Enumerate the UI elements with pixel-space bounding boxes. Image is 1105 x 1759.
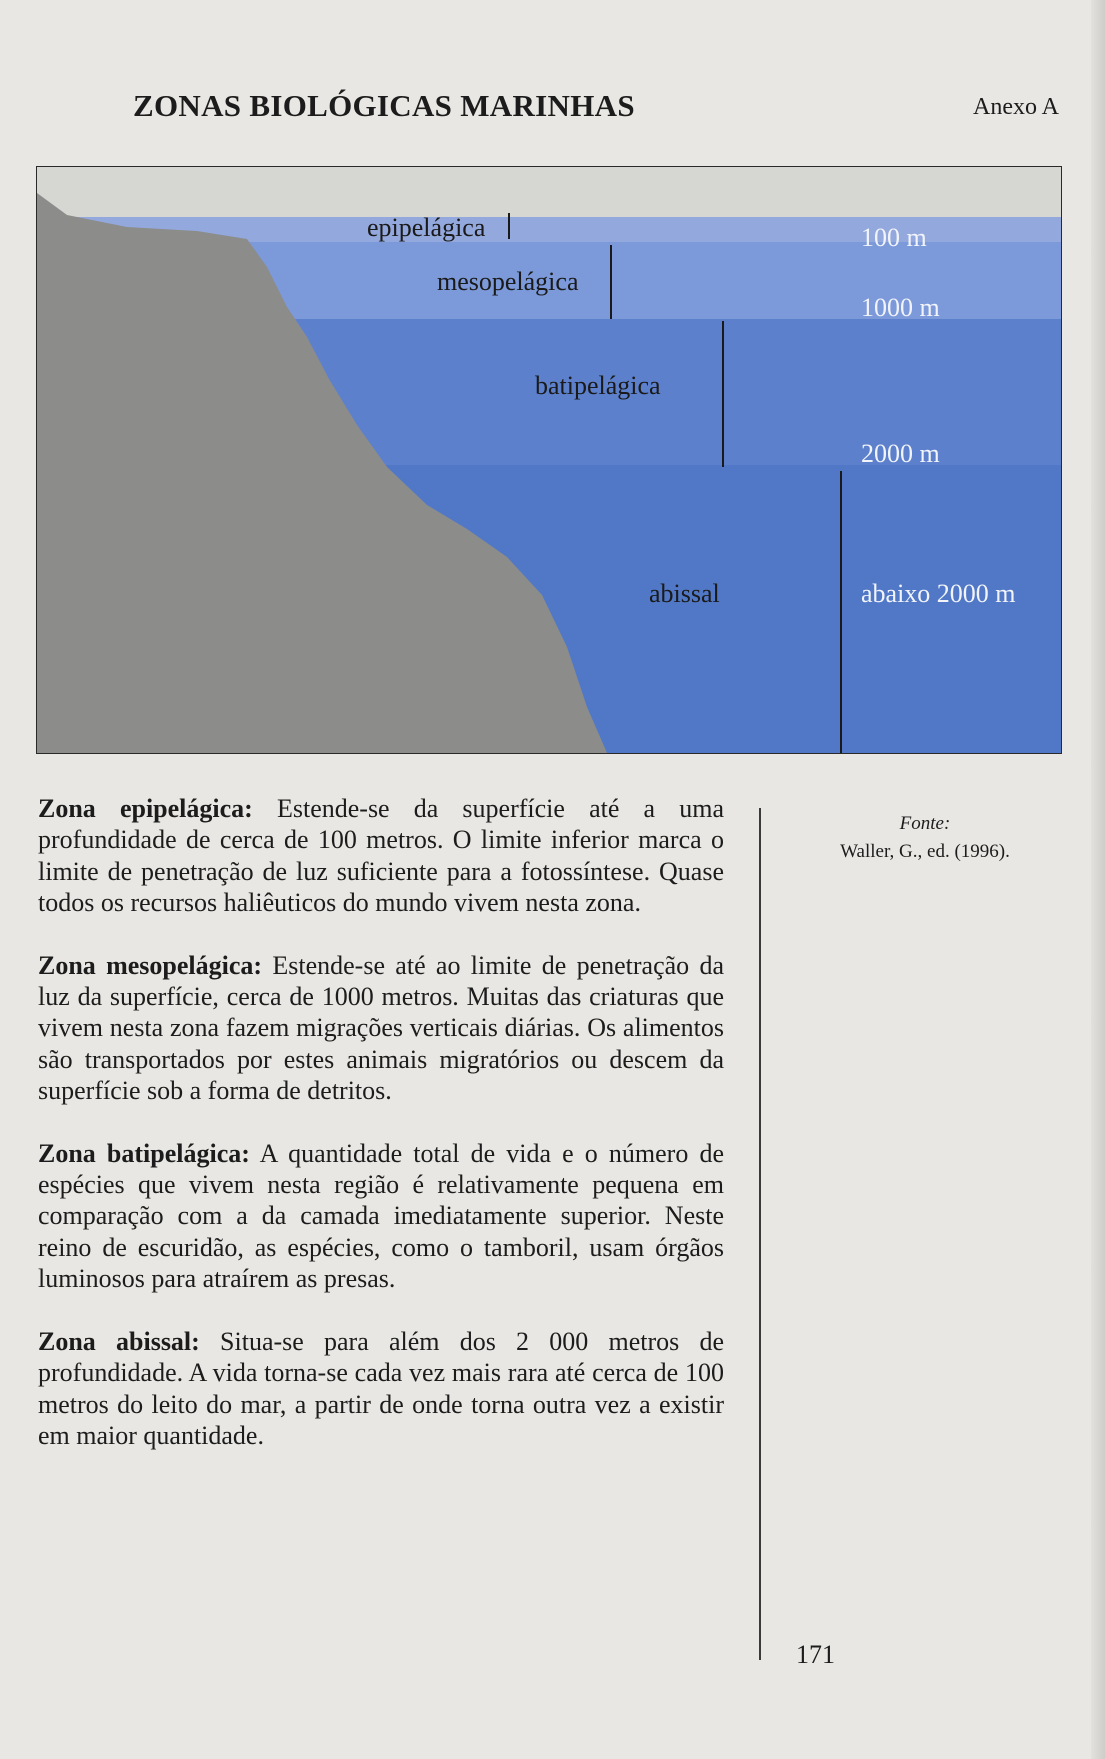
depth-label-100m: 100 m [861,223,927,252]
zone-label-mesopelagic: mesopelágica [437,267,579,296]
depth-label-2000m: 2000 m [861,439,940,468]
source-citation: Waller, G., ed. (1996). [840,841,1010,862]
paragraph-mesopelagic [38,950,724,1107]
term-abyssal: Zona abissal: [38,1326,200,1356]
zone-label-bathypelagic: batipelágica [535,371,661,400]
text-mesopelagic: Estende-se até ao limite de penetração da luz da superfície, cerca de 1000 metros. Muitas das criaturas que vivem nesta zona fazem migrações verticais diárias. Os alimentos são transportados por estes animais migratórios ou descem da superfície sob a forma de detritos. [38,950,724,1106]
source-label: Fonte: [899,813,951,834]
source-note [790,810,1060,866]
text-abyssal: Situa-se para além dos 2 000 metros de profundidade. A vida torna-se cada vez mais rara até cerca de 100 metros do leito do mar, a partir de onde torna outra vez a existir em maior quantidade. [38,1326,725,1450]
text-bathypelagic: A quantidade total de vida e o número de espécies que vivem nesta região é relativamente pequena em comparação com a da camada imediatamente superior. Neste reino de escuridão, as espécies, como o tamboril, usam órgãos luminosos para atraírem as presas. [38,1138,724,1294]
depth-label-1000m: 1000 m [861,293,940,322]
page-number: 171 [796,1640,835,1669]
depth-label-below-2000m: abaixo 2000 m [861,579,1016,608]
text-epipelagic: Estende-se da superfície até a uma profundidade de cerca de 100 metros. O limite inferior marca o limite de penetração de luz suficiente para a fotossíntese. Quase todos os recursos haliêuticos do mundo vivem nesta zona. [38,794,724,918]
paragraph-bathypelagic [38,1138,724,1295]
term-bathypelagic: Zona batipelágica: [38,1138,250,1168]
marine-zones-diagram [36,166,1062,754]
zone-descriptions [38,793,724,1482]
paragraph-abyssal [38,1326,724,1452]
paragraph-epipelagic [38,793,724,919]
term-epipelagic: Zona epipelágica: [38,794,253,823]
page-title: ZONAS BIOLÓGICAS MARINHAS [133,88,635,123]
annex-label: Anexo A [973,94,1059,120]
page-edge-shadow [1091,0,1105,1759]
zone-label-abyssal: abissal [649,579,720,608]
zone-label-epipelagic: epipelágica [367,213,486,242]
term-mesopelagic: Zona mesopelágica: [38,950,263,980]
column-divider [759,808,761,1660]
